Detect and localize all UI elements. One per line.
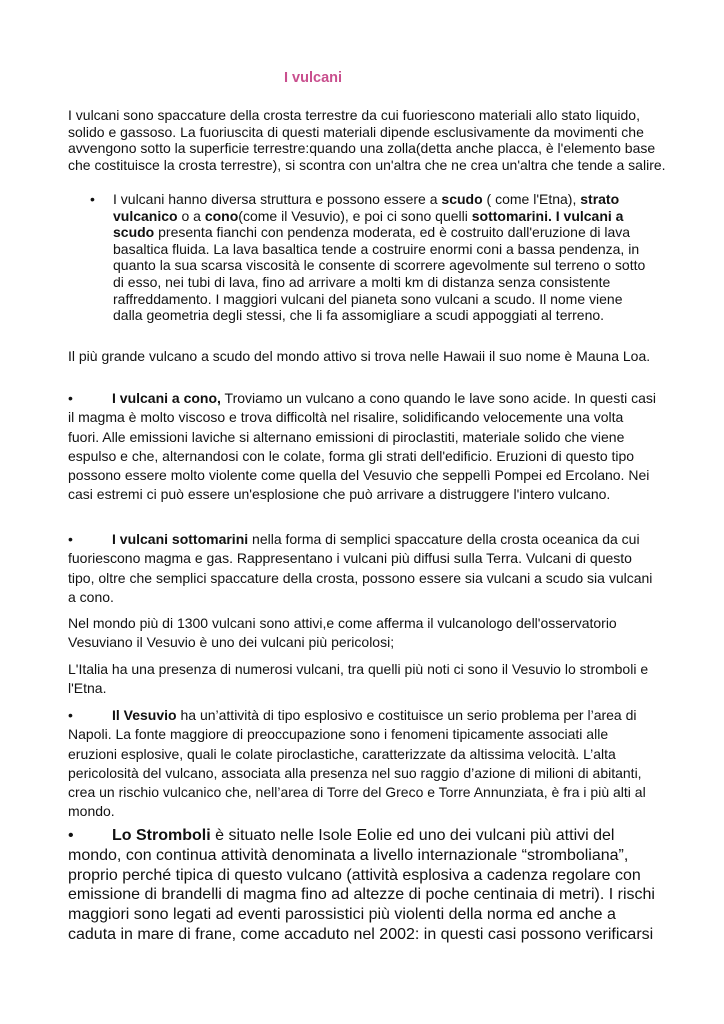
bullet-marker: • [68, 827, 74, 844]
term-scudo: scudo [441, 191, 483, 207]
stromboli-paragraph: • Lo Stromboli è situato nelle Isole Eolie ed uno dei vulcani più attivi del mondo, con continua attività denominata a livello internazionale “stromboliana”, proprio perché tipica di questo vulcano (attività esplosiva a cadenza regolare con emissione di brandelli di magma fino ad altezze di poche centinaia di metri). I rischi maggiori sono legati ad eventi parossistici più violenti della norma ed anche a caduta in mare di frane, come accaduto nel 2002: in questi casi possono verificarsi [68, 827, 655, 943]
vesuvio-heading: Il Vesuvio [112, 707, 177, 723]
volcano-types-text: I vulcani hanno diversa struttura e possono essere a scudo ( come l'Etna), strato vulcanico o a cono(come il Vesuvio), e poi ci sono quelli sottomarini. I vulcani a scudo presenta fianchi con pendenza moderata, ed è costruito dall'eruzione di lava basaltica fluida. La lava basaltica tende a costruire enormi coni a bassa pendenza, in quanto la sua scarsa viscosità le consente di scorrere agevolmente sul terreno o sotto di esso, nei tubi di lava, fino ad arrivare a molti km di distanza senza consistente raffreddamento. I maggiori vulcani del pianeta sono vulcani a scudo. Il nome viene dalla geometria degli stessi, che li fa assomigliare a scudi appoggiati al terreno. [113, 191, 646, 324]
italia-paragraph: L'Italia ha una presenza di numerosi vulcani, tra quelli più noti ci sono il Vesuvio lo stromboli e l'Etna. [68, 661, 649, 697]
vesuvio-paragraph: • Il Vesuvio ha un’attività di tipo esplosivo e costituisce un serio problema per l’area di Napoli. La fonte maggiore di preoccupazione sono i fenomeni tipicamente associati alle eruzioni esplosive, quali le colate piroclastiche, caratterizzate da altissima velocità. L’alta pericolosità del vulcano, associata alla presenza nel suo raggio d’azione di milioni di abitanti, crea un rischio vulcanico che, nell’area di Torre del Greco e Torre Annunziata, è fra i più alti al mondo. [68, 707, 646, 820]
bullet-marker: • [68, 390, 73, 406]
term-cono: cono [204, 207, 239, 224]
sottomarini-heading: I vulcani sottomarini [112, 531, 249, 547]
page-title: I vulcani [284, 70, 343, 86]
bullet-marker: • [90, 191, 95, 207]
term-strato-vulcanico: strato vulcanico [113, 191, 620, 224]
cono-paragraph: • I vulcani a cono, Troviamo un vulcano a cono quando le lave sono acide. In questi casi il magma è molto viscoso e trova difficoltà nel risalire, solidificando velocemente una volta fuori. Alle emissioni laviche si alternano emissioni di piroclastiti, materiale solido che viene espulso e che, alternandosi con le colate, forma gli strati dell'edificio. Eruzioni di questo tipo possono essere molto violente come quella del Vesuvio che seppellì Pompei ed Ercolano. Nei casi estremi ci può essere un'esplosione che può arrivare a distruggere l'intero vulcano. [68, 390, 656, 503]
volcano-types-list-item [68, 191, 668, 324]
bullet-marker: • [68, 531, 73, 547]
mauna-loa-paragraph: Il più grande vulcano a scudo del mondo attivo si trova nelle Hawaii il suo nome è Mauna Loa. [68, 348, 651, 364]
attivi-paragraph: Nel mondo più di 1300 vulcani sono attivi,e come afferma il vulcanologo dell'osservatorio Vesuviano il Vesuvio è uno dei vulcani più pericolosi; [68, 615, 617, 651]
bullet-marker: • [68, 707, 73, 723]
intro-paragraph: I vulcani sono spaccature della crosta terrestre da cui fuoriescono materiali allo stato liquido, solido e gassoso. La fuoriuscita di questi materiali dipende esclusivamente da movimenti che avvengono sotto la superficie terrestre:quando una zolla(detta anche placca, è l'elemento base che costituisce la crosta terrestre), si scontra con un'altra che ne crea un'altra che tende a salire. [68, 107, 666, 173]
sottomarini-paragraph: • I vulcani sottomarini nella forma di semplici spaccature della crosta oceanica da cui fuoriescono magma e gas. Rappresentano i vulcani più diffusi sulla Terra. Vulcani di questo tipo, oltre che semplici spaccature della crosta, possono essere sia vulcani a scudo sia vulcani a cono. [68, 531, 653, 605]
cono-heading: I vulcani a cono, [112, 390, 221, 406]
term-sottomarini: sottomarini. I vulcani a scudo [113, 207, 624, 241]
stromboli-heading: Lo Stromboli [112, 827, 211, 844]
